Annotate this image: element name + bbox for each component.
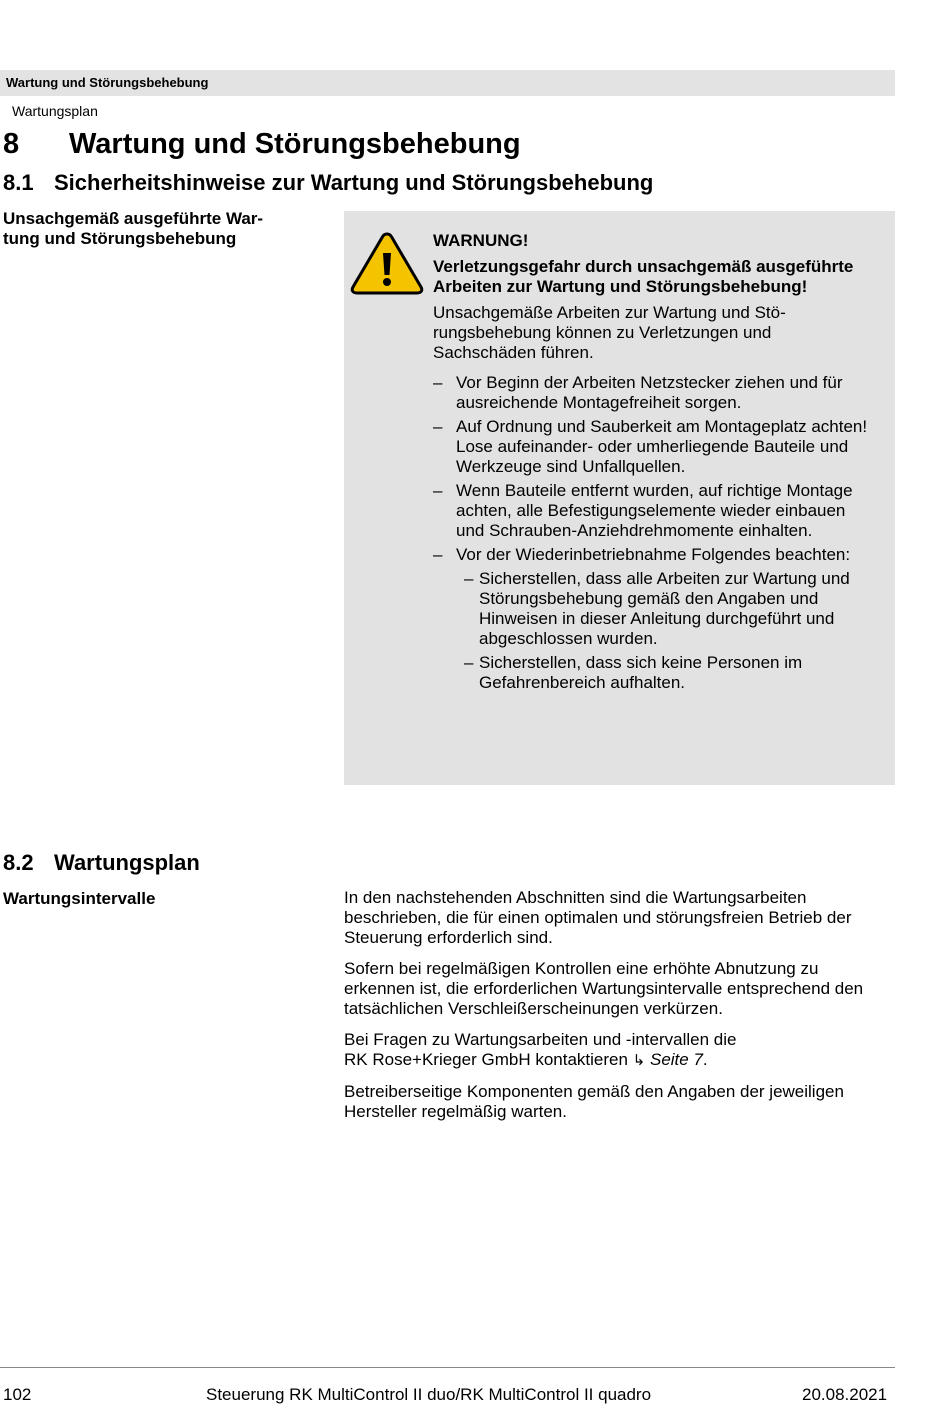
page-reference-link[interactable]: Seite 7 [649,1050,703,1069]
warning-body: Unsachgemäße Arbeiten zur Wartung und Störungsbehebung können zu Verletzungen und Sachschäden führen. [433,303,786,362]
footer-page-number: 102 [3,1385,32,1404]
warning-subtitle: Verletzungsgefahr durch unsachgemäß ausgeführte Arbeiten zur Wartung und Störungsbehebung! [433,257,854,296]
footer-divider [0,1367,895,1368]
running-header-bar [0,70,895,96]
list-item: – Vor der Wiederinbetriebnahme Folgendes beachten: [433,545,851,564]
running-header-section: Wartungsplan [12,103,98,119]
reference-arrow-icon: ↳ [632,1052,646,1069]
side-heading-intervals: Wartungsintervalle [3,889,156,908]
list-item-text: Vor Beginn der Arbeiten Netzstecker ziehen und für ausreichende Montagefreiheit sorgen. [456,373,843,412]
sub-list-item-text: Sicherstellen, dass alle Arbeiten zur Wartung und Störungsbehebung gemäß den Angaben und Hinweisen in dieser Anleitung durchgeführt und abgeschlossen wurden. [479,569,850,648]
chapter-number: 8 [3,128,20,160]
side-heading-line: Unsachgemäß ausgeführte War- [3,209,264,228]
list-item: – Vor Beginn der Arbeiten Netzstecker ziehen und für ausreichende Montagefreiheit sorgen. [433,373,843,412]
contact-line: Bei Fragen zu Wartungsarbeiten und -intervallen die [344,1030,737,1049]
chapter-title: Wartung und Störungsbehebung [69,128,521,160]
list-item-text: Auf Ordnung und Sauberkeit am Montageplatz achten! Lose aufeinander- oder umherliegende Bauteile und Werkzeuge sind Unfallquellen. [456,417,868,476]
warning-text [433,231,873,697]
sub-list-item: – Sicherstellen, dass sich keine Personen im Gefahrenbereich aufhalten. [464,653,803,692]
paragraph: Betreiberseitige Komponenten gemäß den Angaben der jeweiligen Hersteller regelmäßig warten. [344,1082,844,1121]
side-heading-safety [3,209,263,249]
sub-list-item-text: Sicherstellen, dass sich keine Personen im Gefahrenbereich aufhalten. [479,653,803,692]
section-title: Sicherheitshinweise zur Wartung und Störungsbehebung [54,170,654,195]
side-heading-line: tung und Störungsbehebung [3,229,237,248]
list-item: – Wenn Bauteile entfernt wurden, auf richtige Montage achten, alle Befestigungselemente wieder einbauen und Schrauben-Anziehdrehmomente einhalten. [433,481,853,540]
footer-title: Steuerung RK MultiControl II duo/RK MultiControl II quadro [206,1385,652,1404]
list-item-text: Vor der Wiederinbetriebnahme Folgendes beachten: [456,545,851,564]
section-number: 8.1 [3,170,34,195]
sub-list-item: – Sicherstellen, dass alle Arbeiten zur Wartung und Störungsbehebung gemäß den Angaben und Hinweisen in dieser Anleitung durchgeführt und abgeschlossen wurden. [464,569,850,648]
contact-line: RK Rose+Krieger GmbH kontaktieren [344,1050,628,1069]
warning-title: WARNUNG! [433,231,529,250]
section-title: Wartungsplan [54,850,200,875]
paragraph: Sofern bei regelmäßigen Kontrollen eine erhöhte Abnutzung zu erkennen ist, die erforderlichen Wartungsintervalle entsprechend den tatsächlichen Verschleißerscheinungen verkürzen. [344,959,864,1018]
section-heading-8-2 [3,850,200,876]
chapter-heading [3,128,521,161]
contact-paragraph: Bei Fragen zu Wartungsarbeiten und -intervallen die RK Rose+Krieger GmbH kontaktieren ↳ Seite 7. [344,1030,737,1069]
paragraph: In den nachstehenden Abschnitten sind die Wartungsarbeiten beschrieben, die für einen optimalen und störungsfreien Betrieb der Steuerung erforderlich sind. [344,888,852,947]
warning-triangle-icon [350,231,424,300]
maintenance-text [344,888,894,1133]
section-heading-8-1 [3,170,653,196]
list-item: – Auf Ordnung und Sauberkeit am Montageplatz achten! Lose aufeinander- oder umherliegende Bauteile und Werkzeuge sind Unfallquellen. [433,417,868,476]
list-item-text: Wenn Bauteile entfernt wurden, auf richtige Montage achten, alle Befestigungselemente wieder einbauen und Schrauben-Anziehdrehmomente einhalten. [456,481,853,540]
section-number: 8.2 [3,850,34,875]
running-header-chapter: Wartung und Störungsbehebung [6,75,209,90]
footer-date: 20.08.2021 [802,1385,888,1404]
